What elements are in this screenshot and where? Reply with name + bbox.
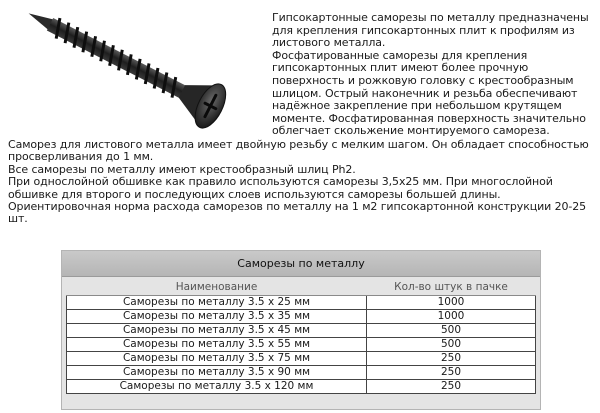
cell-count: 1000	[367, 309, 536, 323]
cell-name: Саморезы по металлу 3.5 х 45 мм	[67, 323, 367, 337]
cell-name: Саморезы по металлу 3.5 х 55 мм	[67, 337, 367, 351]
cell-name: Саморезы по металлу 3.5 х 25 мм	[67, 295, 367, 309]
intro-paragraph-2: Фосфатированные саморезы для крепления гипсокартонных плит имеют более прочную поверхность и рожковую головку с крестообразным шлицом. Острый наконечник и резьба обеспечивают надёжное закрепление при небольшом крутящем моменте. Фосфатированная поверхность значительно облегчает скольжение монтируемого самореза.	[272, 48, 586, 138]
intro-text	[272, 12, 592, 138]
body-paragraph-4: Ориентировочная норма расхода саморезов по металлу на 1 м2 гипсокартонной конструкции 20-25 шт.	[8, 200, 587, 226]
screws-table-grid	[66, 280, 536, 394]
screws-table	[61, 250, 541, 410]
drywall-screw-image	[2, 2, 272, 130]
column-header-count: Кол-во штук в пачке	[367, 280, 536, 295]
table-title: Саморезы по металлу	[62, 251, 540, 277]
column-header-name: Наименование	[67, 280, 367, 295]
table-row	[67, 365, 536, 379]
table-row	[67, 309, 536, 323]
body-paragraph-2: Все саморезы по металлу имеют крестообразный шлиц Ph2.	[8, 162, 356, 176]
body-paragraph-3: При однослойной обшивке как правило используются саморезы 3,5х25 мм. При многослойной обшивке для второго и последующих слоев используются саморезы большей длины.	[8, 175, 553, 201]
body-paragraph-1: Саморез для листового металла имеет двойную резьбу с мелким шагом. Он обладает способностью просверливания до 1 мм.	[8, 138, 589, 164]
cell-count: 250	[367, 379, 536, 393]
cell-name: Саморезы по металлу 3.5 х 75 мм	[67, 351, 367, 365]
table-header-row	[67, 280, 536, 295]
cell-name: Саморезы по металлу 3.5 х 90 мм	[67, 365, 367, 379]
cell-count: 250	[367, 351, 536, 365]
table-row	[67, 323, 536, 337]
table-row	[67, 295, 536, 309]
table-row	[67, 337, 536, 351]
intro-paragraph-1: Гипсокартонные саморезы по металлу предназначены для крепления гипсокартонных плит к профилям из листового металла.	[272, 11, 589, 50]
description-text	[8, 139, 596, 226]
cell-name: Саморезы по металлу 3.5 х 35 мм	[67, 309, 367, 323]
cell-name: Саморезы по металлу 3.5 х 120 мм	[67, 379, 367, 393]
cell-count: 500	[367, 337, 536, 351]
cell-count: 500	[367, 323, 536, 337]
cell-count: 1000	[367, 295, 536, 309]
cell-count: 250	[367, 365, 536, 379]
table-row	[67, 379, 536, 393]
table-row	[67, 351, 536, 365]
